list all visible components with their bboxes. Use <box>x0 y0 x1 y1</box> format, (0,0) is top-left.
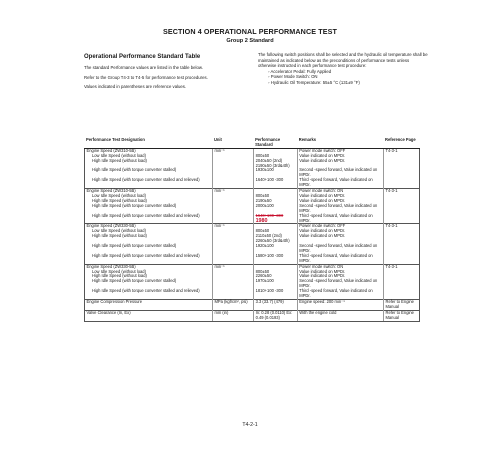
precondition-item: ◦ Hydraulic Oil Temperature: 55±5 °C (131±9 °F) <box>268 80 428 86</box>
cell-text: Third -speed forward, Value indicated on MPDr. <box>299 288 373 299</box>
table-header-row <box>85 138 420 148</box>
table-body <box>85 148 420 321</box>
table-cell-c3 <box>297 254 383 264</box>
performance-standard-table <box>84 138 420 322</box>
cell-text: 800±50 <box>255 152 270 158</box>
cell-text: High Idle Speed (with torque converter stalled and relieved) <box>92 212 200 218</box>
table-cell-c0 <box>85 289 213 299</box>
cell-text: 1640+100 -300 <box>255 177 284 183</box>
cell-text: Engine Speed (ZW330-5B) <box>86 223 136 229</box>
cell-text: min⁻¹ <box>214 263 225 269</box>
cell-text: 1580+100 -300 <box>255 252 284 258</box>
table-cell-c4 <box>383 279 419 289</box>
table-cell-c4 <box>383 168 419 178</box>
cell-text: 2000±100 <box>255 202 274 208</box>
cell-text: 2110±50 (2nd) 2260±50 (3rd&4th) <box>255 233 290 244</box>
cell-text: Engine speed: 200 min⁻¹ <box>299 299 345 304</box>
cell-text: Low Idle Speed (without load) <box>92 268 146 274</box>
table-cell-c4 <box>383 310 419 321</box>
table-cell-c0 <box>85 178 213 188</box>
preconditions-intro: The following switch positions shall be selected and the hydraulic oil temperature shall be maintained as indicated below as the preconditions of performance tests unless otherwise instructed in each performance test procedure: <box>258 52 428 69</box>
table-cell-c0 <box>85 214 213 224</box>
cell-text: Refer to Engine Manual <box>385 299 414 309</box>
standard-para-2: Refer to the Group T4-3 to T4-5 for performance test procedures. <box>84 74 208 80</box>
cell-text: 1930±100 <box>255 167 274 173</box>
table-cell-c1 <box>212 234 253 244</box>
cell-text: T4-3-1 <box>385 188 398 194</box>
cell-text: 1970±100 <box>255 278 274 284</box>
col-header-unit: Unit <box>212 138 253 148</box>
cell-text: T4-3-1 <box>385 147 398 153</box>
cell-text: Engine Compression Pressure <box>86 299 143 304</box>
table-cell-c3 <box>297 178 383 188</box>
cell-text: 3.3 (33.7) (479) <box>255 299 284 304</box>
cell-text: Third -speed forward, Value indicated on MPDr. <box>299 212 373 223</box>
cell-text: High Idle Speed (with torque converter stalled and relieved) <box>92 177 200 183</box>
cell-text: Refer to Engine Manual <box>385 309 414 320</box>
table-cell-c2 <box>254 214 298 224</box>
col-header-reference: Reference Page <box>383 138 419 148</box>
cell-text: Value indicated on MPDr. <box>299 192 346 198</box>
table-cell-c1 <box>212 178 253 188</box>
cell-text: Power mode switch: OFF <box>299 147 346 153</box>
cell-text: High Idle Speed (without load) <box>92 197 147 203</box>
standard-para-1: The standard Performance values are listed in the table below. <box>84 65 203 70</box>
table-cell-c1 <box>212 279 253 289</box>
cell-text: 800±50 <box>255 268 270 274</box>
standard-table-heading: Operational Performance Standard Table <box>84 54 201 60</box>
cell-text: Second -speed forward, Value indicated on MPDr. <box>299 243 378 253</box>
cell-text: High Idle Speed (with torque converter stalled) <box>92 167 177 173</box>
cell-text: Engine Speed (ZW310-5B) <box>86 147 136 153</box>
cell-text: Valve Clearance (In, Ex) <box>86 309 131 315</box>
section-title: SECTION 4 OPERATIONAL PERFORMANCE TEST <box>162 27 338 36</box>
table-cell-c1 <box>212 159 253 169</box>
cell-text: High Idle Speed (with torque converter stalled) <box>92 243 177 249</box>
table-cell-c1 <box>212 254 253 264</box>
cell-text: Second -speed forward, Value indicated on MPDr. <box>299 278 378 289</box>
cell-text: T4-3-1 <box>385 263 398 269</box>
cell-text: High Idle Speed (with torque converter stalled and relieved) <box>92 288 200 294</box>
cell-text: 1640+100 -300 <box>255 212 284 218</box>
table-cell-c2 <box>254 300 298 311</box>
cell-text: Power mode switch: OFF <box>299 223 346 229</box>
cell-text: Power mode switch: ON <box>299 188 344 194</box>
cell-text: Value indicated on MPDr. <box>299 197 346 203</box>
cell-text: Second -speed forward, Value indicated on MPDr. <box>299 202 378 213</box>
table-cell-c1 <box>212 300 253 311</box>
cell-text: In: 0.28 (0.0110) Ex: 0.49 (0.0193) <box>255 309 293 320</box>
cell-text: Engine Speed (ZW330-5B) <box>86 263 136 269</box>
cell-text: 2190±50 <box>255 197 272 203</box>
table-cell-c1 <box>212 168 253 178</box>
cell-text: Power mode switch: ON <box>299 263 344 269</box>
standard-para-3: Values indicated in parentheses are reference values. <box>84 84 187 90</box>
table-row <box>85 300 420 311</box>
table-cell-c0 <box>85 300 213 311</box>
table-cell-c4 <box>383 300 419 311</box>
col-header-standard: Performance Standard <box>254 138 298 148</box>
precondition-item: ◦ Accelerator Pedal: Fully Applied <box>268 69 428 75</box>
cell-text: High Idle Speed (without load) <box>92 273 147 279</box>
cell-text: Value indicated on MPDr. <box>299 233 346 239</box>
table-cell-c4 <box>383 178 419 188</box>
cell-text: Value indicated on MPDr. <box>299 273 346 279</box>
table-cell-c2 <box>254 178 298 188</box>
table-cell-c2 <box>254 254 298 264</box>
group-title: Group 2 Standard <box>226 38 274 44</box>
table-row <box>85 310 420 321</box>
table-cell-c4 <box>383 159 419 169</box>
col-header-remarks: Remarks <box>297 138 383 148</box>
table-cell-c2 <box>254 310 298 321</box>
table-cell-c1 <box>212 289 253 299</box>
cell-text: Low Idle Speed (without load) <box>92 228 146 234</box>
table-cell-c2 <box>254 289 298 299</box>
cell-text: Value indicated on MPDr. <box>299 228 346 234</box>
table-cell-c0 <box>85 310 213 321</box>
table-cell-c0 <box>85 254 213 264</box>
cell-text: Engine Speed (ZW310-5B) <box>86 188 136 194</box>
table-cell-c1 <box>212 214 253 224</box>
cell-text: Value indicated on MPDr. <box>299 157 346 163</box>
cell-text: Third -speed forward, Value indicated on MPDr. <box>299 177 373 188</box>
table-row <box>85 254 420 264</box>
table-cell-c3 <box>297 214 383 224</box>
table-cell-c1 <box>212 310 253 321</box>
cell-text: min⁻¹ <box>214 223 225 229</box>
cell-text: Third -speed forward, Value indicated on MPDr. <box>299 252 373 263</box>
table-cell-c4 <box>383 244 419 254</box>
cell-text: Value indicated on MPDr. <box>299 268 346 274</box>
corrected-value: 1980 <box>255 217 268 224</box>
cell-text: min⁻¹ <box>214 147 225 153</box>
table-cell-c4 <box>383 214 419 224</box>
cell-text: 1920±100 <box>255 243 274 249</box>
table-cell-c4 <box>383 289 419 299</box>
cell-text: Low Idle Speed (without load) <box>92 152 146 158</box>
cell-text: min⁻¹ <box>214 188 225 194</box>
cell-text: High Idle Speed (with torque converter stalled and relieved) <box>92 252 200 258</box>
cell-text: T4-3-1 <box>385 223 398 229</box>
cell-text: With the engine cold <box>299 309 337 315</box>
table-row <box>85 289 420 299</box>
cell-text: High Idle Speed (without load) <box>92 233 147 239</box>
cell-text: Low Idle Speed (without load) <box>92 192 146 198</box>
cell-text: High Idle Speed (without load) <box>92 157 147 163</box>
table-cell-c3 <box>297 289 383 299</box>
table-row <box>85 178 420 188</box>
table-row <box>85 214 420 224</box>
standard-description <box>84 65 242 94</box>
table-cell-c4 <box>383 204 419 214</box>
cell-text: 2260±50 <box>255 273 272 279</box>
table-cell-c1 <box>212 204 253 214</box>
cell-text: Value indicated on MPDr. <box>299 152 346 158</box>
cell-text: 2040±50 (2nd) 2190±50 (3rd&4th) <box>255 157 290 168</box>
table-cell-c4 <box>383 254 419 264</box>
preconditions-list <box>258 69 428 86</box>
cell-text: 1810+100 -300 <box>255 288 284 294</box>
table-cell-c3 <box>297 300 383 311</box>
cell-text: 800±50 <box>255 228 270 234</box>
cell-text: mm (in) <box>214 309 229 315</box>
cell-text: MPa (kgf/cm², psi) <box>214 299 248 304</box>
col-header-designation: Performance Test Designation <box>85 138 213 148</box>
precondition-item: ◦ Power Mode Switch: ON <box>268 74 428 80</box>
preconditions <box>258 52 428 86</box>
table-cell-c3 <box>297 310 383 321</box>
cell-text: 800±50 <box>255 192 270 198</box>
cell-text: High Idle Speed (with torque converter stalled) <box>92 202 177 208</box>
cell-text: Second -speed forward, Value indicated on MPDr. <box>299 167 378 178</box>
cell-text: High Idle Speed (with torque converter stalled) <box>92 278 177 284</box>
table-cell-c4 <box>383 234 419 244</box>
table-cell-c1 <box>212 244 253 254</box>
page-number: T4-2-1 <box>242 422 258 428</box>
